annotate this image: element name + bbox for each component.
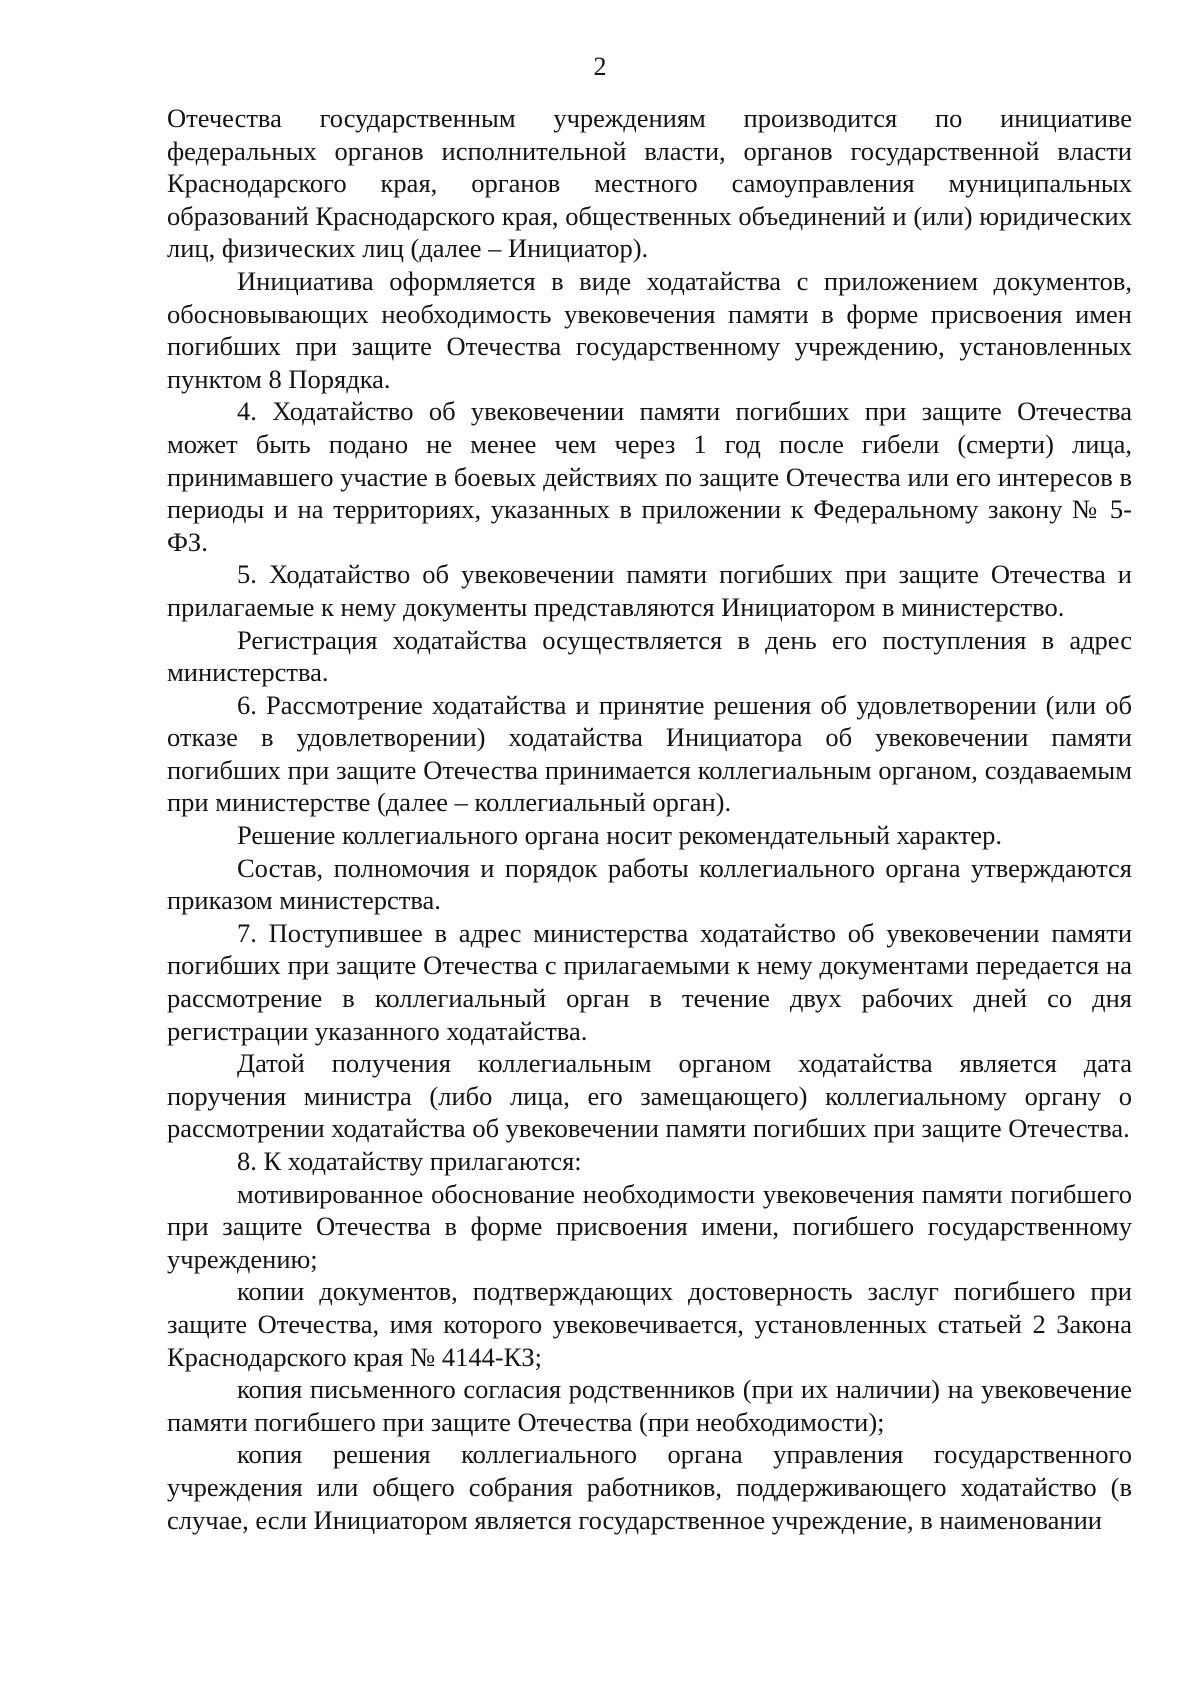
paragraph-item-4: 4. Ходатайство об увековечении памяти погибших при защите Отечества может быть подано не менее чем через 1 год после гибели (смерти) лица, принимавшего участие в боевых действиях по защите Отечества или его интересов в периоды и на территориях, указанных в приложении к Федеральному закону № 5-ФЗ. bbox=[167, 396, 1132, 557]
paragraph-item-5: 5. Ходатайство об увековечении памяти погибших при защите Отечества и прилагаемые к нему документы представляются Инициатором в министерство. bbox=[167, 559, 1132, 622]
paragraph: Отечества государственным учреждениям производится по инициативе федеральных органов исполнительной власти, органов государственной власти Краснодарского края, органов местного самоуправления муниципальных образований Краснодарского края, общественных объединений и (или) юридических лиц, физических лиц (далее – Инициатор). bbox=[167, 103, 1132, 264]
list-item: копия решения коллегиального органа управления государственного учреждения или общего собрания работников, поддерживающего ходатайство (в случае, если Инициатором является государственное учреждение, в наименовании bbox=[167, 1439, 1132, 1535]
paragraph: Состав, полномочия и порядок работы коллегиального органа утверждаются приказом министерства. bbox=[167, 852, 1132, 916]
paragraph-item-7: 7. Поступившее в адрес министерства ходатайство об увековечении памяти погибших при защите Отечества с прилагаемыми к нему документами передается на рассмотрение в коллегиальный орган в течение двух рабочих дней со дня регистрации указанного ходатайства. bbox=[167, 917, 1132, 1046]
paragraph: Решение коллегиального органа носит рекомендательный характер. bbox=[237, 820, 1002, 851]
list-item: копия письменного согласия родственников (при их наличии) на увековечение памяти погибшего при защите Отечества (при необходимости); bbox=[167, 1374, 1132, 1437]
paragraph: Инициатива оформляется в виде ходатайства с приложением документов, обосновывающих необходимость увековечения памяти в форме присвоения имен погибших при защите Отечества государственному учреждению, установленных пунктом 8 Порядка. bbox=[167, 265, 1132, 394]
list-item: копии документов, подтверждающих достоверность заслуг погибшего при защите Отечества, имя которого увековечивается, установленных статьей 2 Закона Краснодарского края № 4144-КЗ; bbox=[167, 1276, 1132, 1372]
document-body bbox=[167, 102, 1132, 1536]
list-item: мотивированное обоснование необходимости увековечения памяти погибшего при защите Отечества в форме присвоения имени, погибшего государственному учреждению; bbox=[167, 1178, 1132, 1274]
paragraph-item-8: 8. К ходатайству прилагаются: bbox=[237, 1146, 582, 1176]
page-number: 2 bbox=[593, 52, 607, 81]
paragraph: Датой получения коллегиальным органом ходатайства является дата поручения министра (либо лица, его замещающего) коллегиальному органу о рассмотрении ходатайства об увековечении памяти погибших при защите Отечества. bbox=[167, 1048, 1132, 1144]
paragraph: Регистрация ходатайства осуществляется в день его поступления в адрес министерства. bbox=[167, 624, 1132, 688]
paragraph-item-6: 6. Рассмотрение ходатайства и принятие решения об удовлетворении (или об отказе в удовлетворении) ходатайства Инициатора об увековечении памяти погибших при защите Отечества принимается коллегиальным органом, создаваемым при министерстве (далее – коллегиальный орган). bbox=[167, 689, 1132, 818]
